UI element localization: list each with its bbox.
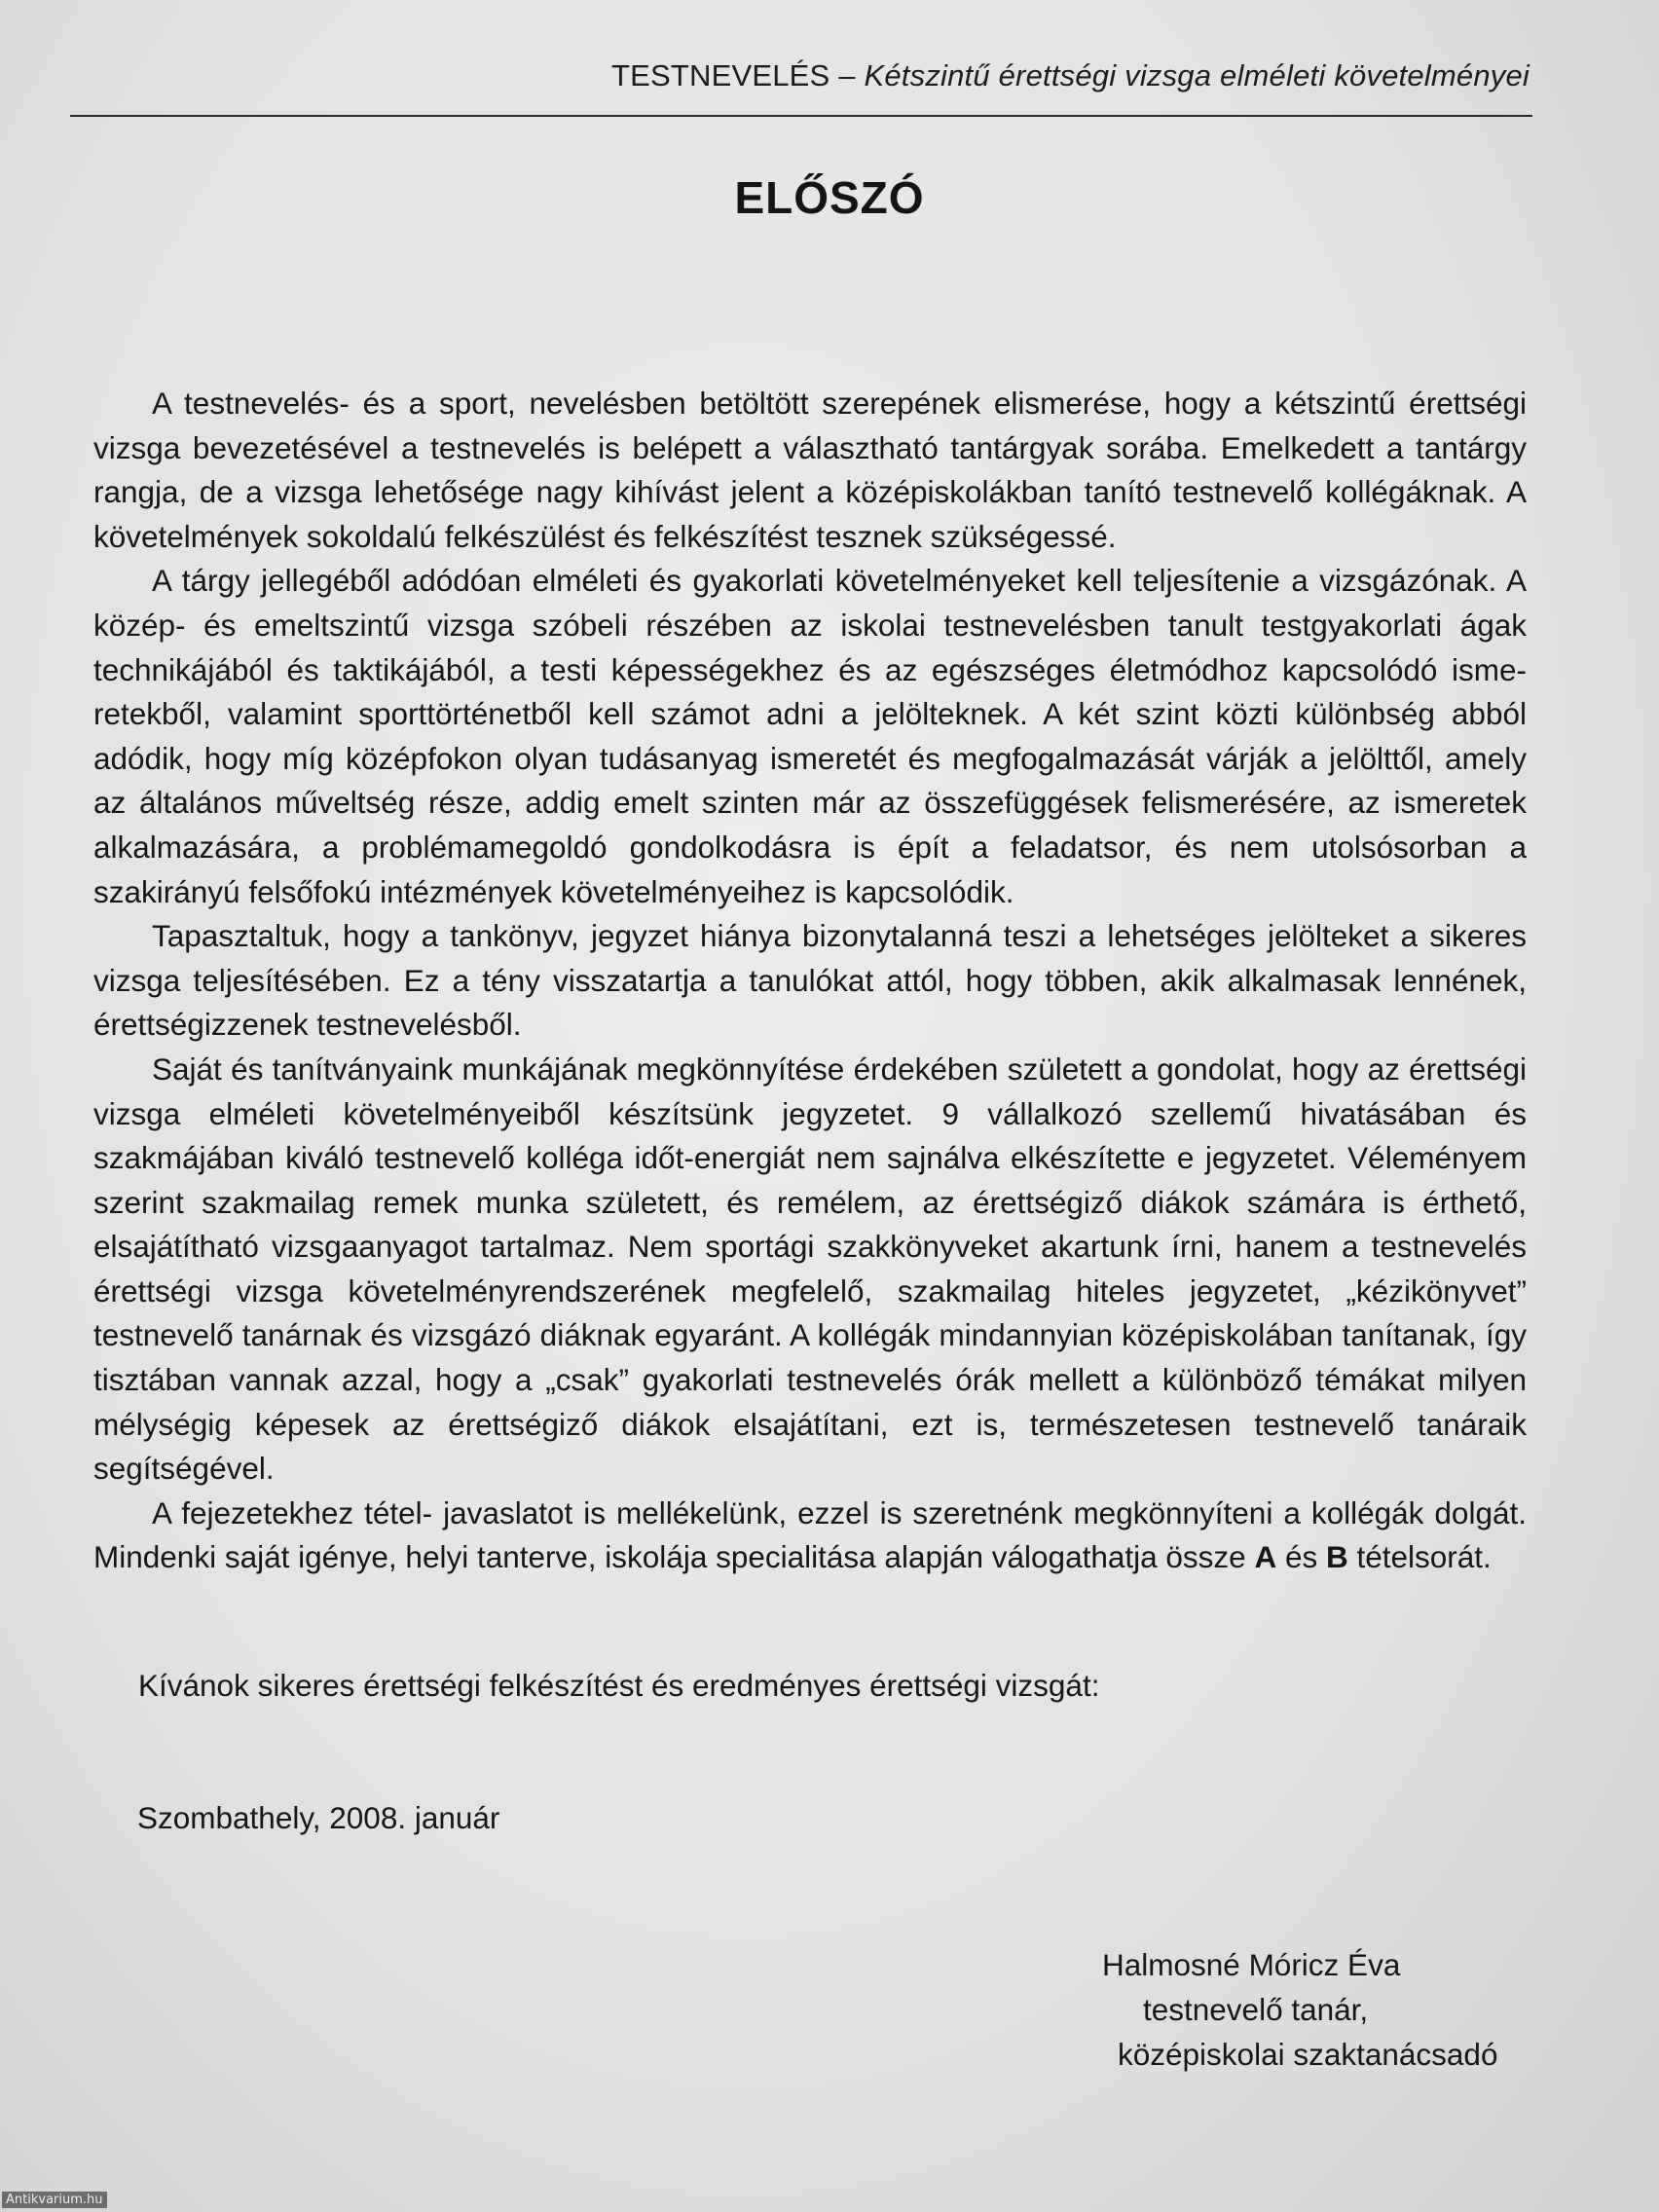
header-subtitle: Kétszintű érettségi vizsga elméleti követelményei: [864, 58, 1530, 92]
paragraph-5-end: tételsorát.: [1347, 1539, 1492, 1575]
set-a-label: A: [1254, 1539, 1277, 1575]
author-position: középiskolai szaktanácsadó: [1118, 2037, 1498, 2072]
paragraph-5-conjunction: és: [1276, 1539, 1326, 1575]
closing-wish: Kívánok sikeres érettségi felkészítést és eredményes érettségi vizsgát:: [138, 1668, 1100, 1703]
place-date: Szombathely, 2008. január: [137, 1800, 500, 1835]
foreword-body: [93, 382, 1527, 1580]
page-title: ELŐSZÓ: [734, 172, 925, 223]
author-role: testnevelő tanár,: [1143, 1992, 1369, 2027]
running-header: [611, 58, 1530, 93]
paragraph-1: A testnevelés- és a sport, nevelésben betöltött szerepének elismerése, hogy a kétszintű érettségi vizsga bevezetésével a testnevelés is belépett a választható tantárgyak sorába. Emelkedett a tantárgy rangja, de a vizsga lehetősége nagy kihívást jelent a középiskolákban tanító testnevelő kollégáknak. A követelmények sokoldalú felkészülést és felkészítést tesznek szükségessé.: [93, 386, 1527, 554]
paragraph-4: Saját és tanítványaink munkájának megkönnyítése érdekében született a gondolat, hogy az érettségi vizsga elméleti követelményeiből készítsünk jegyzetet. 9 vállalkozó szellemű hivatásában és szakmájában kiváló testnevelő kolléga időt-energiát nem sajnálva elkészítette e jegyzetet. Véleményem szerint szakmailag remek munka született, és remélem, az érettségiző diákok számára is érthető, elsajátítható vizsgaanyagot tartalmaz. Nem sportági szakkönyveket akartunk írni, hanem a testnevelés érettségi vizsga követelményrendszerének megfelelő, szakmailag hiteles jegyzetet, „kézikönyvet” testnevelő tanárnak és vizsgázó diáknak egyaránt. A kollégák mindannyian középiskolában tanítanak, így tisztában vannak azzal, hogy a „csak” gyakorlati testnevelés órák mellett a különböző témákat milyen mélységig képesek az érettségiző diákok elsajátítani, ezt is, természetesen testnevelő tanáraik segítségével.: [93, 1051, 1527, 1487]
paragraph-3: Tapasztaltuk, hogy a tankönyv, jegyzet hiánya bizonytalanná teszi a lehetséges jelölteket a sikeres vizsga teljesítésében. Ez a tény visszatartja a tanulókat attól, hogy többen, akik alkalmasak lennének, érettségizzenek testnevelésből.: [93, 918, 1527, 1043]
signature-block: [1102, 1942, 1497, 2077]
watermark-logo: Antikvarium.hu: [2, 2192, 107, 2208]
paragraph-5-text: A fejezetekhez tétel- javaslatot is mellékelünk, ezzel is szeretnénk megkönnyíteni a kollégák dolgát. Mindenki saját igénye, helyi tanterve, iskolája specialitása alapján válogathatja össze: [93, 1494, 1527, 1575]
set-b-label: B: [1325, 1539, 1348, 1575]
header-rule: [70, 115, 1532, 117]
header-separator: –: [830, 58, 865, 92]
paragraph-5: [93, 1492, 1527, 1580]
header-subject: TESTNEVELÉS: [610, 58, 830, 92]
paragraph-2: A tárgy jellegéből adódóan elméleti és gyakorlati követelményeket kell teljesítenie a vizsgázónak. A közép- és emeltszintű vizsga szóbeli részében az iskolai testnevelésben tanult testgyakorlati ágak technikájából és taktikájából, a testi képességekhez és az egészséges életmódhoz kapcsolódó ismeretekből, valamint sporttörténetből kell számot adni a jelölteknek. A két szint közti különbség abból adódik, hogy míg középfokon olyan tudásanyag ismeretét és megfogalmazását várják a jelölttől, amely az általános műveltség része, addig emelt szinten már az összefüggések felismerésére, az ismeretek alkalmazására, a problémamegoldó gondolkodásra is épít a feladatsor, és nem utolsósorban a szakirányú felsőfokú intézmények követelményeihez is kapcsolódik.: [93, 563, 1527, 909]
author-name: Halmosné Móricz Éva: [1102, 1947, 1401, 1982]
